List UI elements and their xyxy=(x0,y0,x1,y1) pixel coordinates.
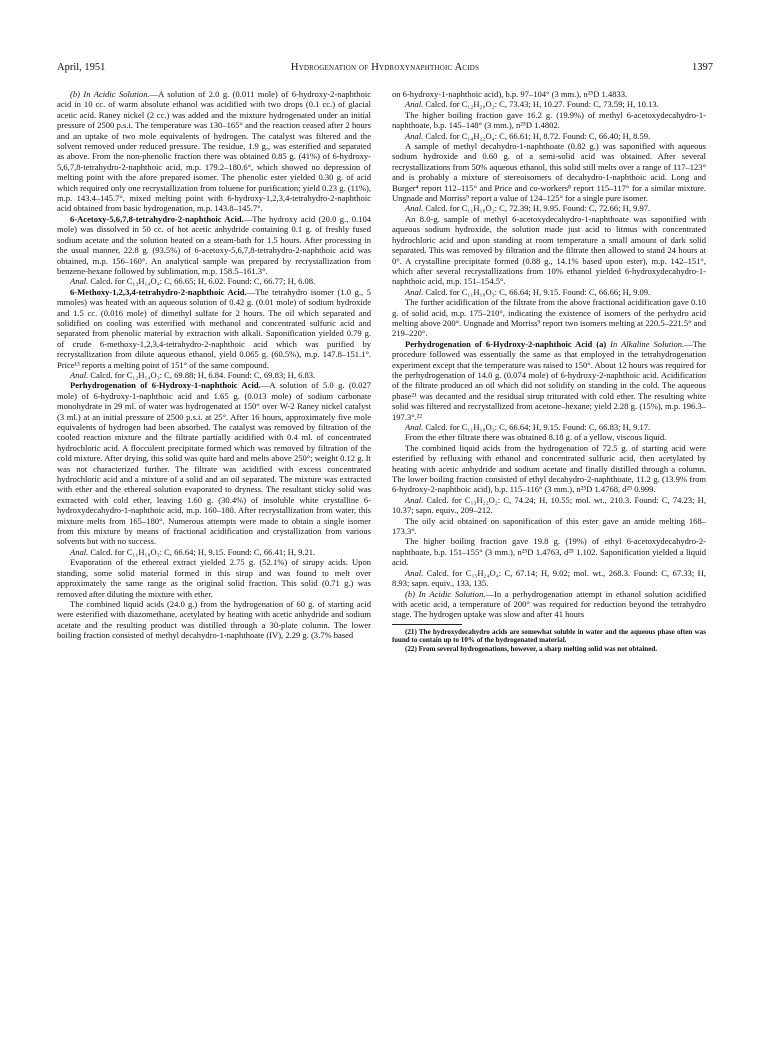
analysis-label: Anal. xyxy=(405,494,424,505)
paragraph-text: The oily acid obtained on saponification of this ester gave an amide melting 168–173.3°. xyxy=(392,515,706,537)
paragraph-text: From the ether filtrate there was obtained 8.18 g. of a yellow, viscous liquid. xyxy=(405,432,667,443)
paragraph-text: Evaporation of the ethereal extract yielded 2.75 g. (52.1%) of sirupy acids. Upon standing, some solid material formed in this sirup and was found to melt over approximately the same range as the original solid fraction. This solid (0.71 g.) was removed after diluting the mixture with ether. xyxy=(57,557,371,599)
analysis-label: Anal. xyxy=(70,276,89,287)
paragraph-text: The higher boiling fraction gave 19.8 g. (19%) of ethyl 6-acetoxydecahydro-2-naphthoate, b.p. 151–155° (3 mm.), n²⁵D 1.4763, d²⁵ 1.102. Saponification yielded a liquid acid. xyxy=(392,536,706,568)
paragraph-text: —In a perhydrogenation attempt in ethanol solution acidified with acetic acid, a temperature of 200° was required for reduction beyond the tetrahydro stage. The hydrogen uptake was slow and after 41 hours xyxy=(392,588,706,620)
section-heading: Perhydrogenation of 6-Hydroxy-2-naphthoic Acid (a) xyxy=(405,338,611,349)
paragraph-text: The higher boiling fraction gave 16.2 g. (19.9%) of methyl 6-acetoxydecahydro-1-naphthoate, b.p. 145–148° (3 mm.), n²⁵D 1.4802. xyxy=(392,109,706,131)
paragraph-text: The combined liquid acids from the hydrogenation of 72.5 g. of starting acid were esterified by refluxing with ethanol and concentrated sulfuric acid, then acetylated by heating with acetic anhydride and sodium acetate and finally distilled through a column. The lower boiling fraction consisted of ethyl decahydro-2-naphthoate, 11.2 g. (13.9% from 6-hydroxy-2-naphthoic acid), b.p. 115–116° (3 mm.), n²⁵D 1.4768, d²⁵ 0.999. xyxy=(392,442,706,495)
paragraph-text: An 8.0-g. sample of methyl 6-acetoxydecahydro-1-naphthoate was saponified with aqueous sodium hydroxide, the solution made just acid to litmus with concentrated hydrochloric acid and upon standing at room temperature a small amount of dark solid separated. This was removed by filtration and the filtrate then allowed to stand 24 hours at 0°. A crystalline precipitate formed (0.88 g., 14.1% based upon ester), m.p. 142–151°, which after several recrystallizations from 10% ethanol yielded 6-hydroxydecahydro-1-naphthoic acid, m.p. 151–154.5°. xyxy=(392,213,706,287)
paragraph xyxy=(392,589,706,620)
paragraph-text: —The tetrahydro isomer (1.0 g., 5 mmoles) was heated with an aqueous solution of 0.42 g. (0.01 mole) of sodium hydroxide and 1.5 cc. (0.016 mole) of dimethyl sulfate for 2 hours. The oil which separated and solidified on cooling was esterified with methanol and concentrated sulfuric acid and separated from phenolic material by extraction with alkali. Saponification yielded 0.79 g. of crude 6-methoxy-1,2,3,4-tetrahydro-2-naphthoic acid which was purified by recrystallization from dilute aqueous ethanol, yield 0.065 g. (60.5%), m.p. 147.8–151.1°. Price¹³ reports a melting point of 151° of the same compound. xyxy=(57,286,371,370)
section-heading: (b) In Acidic Solution. xyxy=(405,588,486,599)
paragraph-text: —The hydroxy acid (20.0 g., 0.104 mole) was dissolved in 50 cc. of hot acetic anhydride containing 0.1 g. of freshly fused sodium acetate and the solution heated on a steam-bath for 1.5 hours. After processing in the usual manner, 22.8 g. (93.5%) of 6-acetoxy-5,6,7,8-tetrahydro-2-naphthoic acid was obtained, m.p. 156–160°. An analytical sample was prepared by recrystallization from benzene-hexane followed by sublimation, m.p. 158.5–161.3°. xyxy=(57,213,371,276)
analysis-label: Anal. xyxy=(405,203,424,214)
analysis-label: Anal. xyxy=(405,130,424,141)
paragraph xyxy=(57,214,371,276)
left-column xyxy=(57,89,371,641)
footnote-rule xyxy=(392,624,462,625)
analysis-label: Anal. xyxy=(70,546,89,557)
paragraph-text: on 6-hydroxy-1-naphthoic acid), b.p. 97–104° (3 mm.), n²⁵D 1.4833. xyxy=(392,89,628,99)
paragraph xyxy=(392,297,706,339)
paragraph xyxy=(57,557,371,599)
analysis-label: Anal. xyxy=(405,567,424,578)
paragraph xyxy=(392,516,706,537)
paragraph xyxy=(392,131,706,141)
paragraph xyxy=(392,443,706,495)
paragraph-text: A sample of methyl decahydro-1-naphthoate (0.82 g.) was saponified with aqueous sodium hydroxide and 0.60 g. of a semi-solid acid was obtained. After several recrystallizations from 50% aqueous ethanol, this solid still melts over a range of 117–123° and is probably a mixture of stereoisomers of decahydro-1-naphthoic acid. Long and Burger⁴ report 112–115° and Price and co-workers⁸ report 115–117° for a similar mixture. Ungnade and Morriss⁹ report a value of 124–125° for a single pure isomer. xyxy=(392,141,706,204)
header-title: Hydrogenation of Hydroxynaphthoic Acids xyxy=(290,62,480,73)
paragraph xyxy=(57,547,371,557)
paragraph-text: Calcd. for C₁₃H₁₄O₄: C, 66.65; H, 6.02. Found: C, 66.77; H, 6.08. xyxy=(88,276,316,287)
paragraph-text: Calcd. for C₁₄H₂₂O₄: C, 66.61; H, 8.72. Found: C, 66.40; H, 8.59. xyxy=(423,130,651,141)
paragraph xyxy=(57,276,371,286)
paragraph-text: The combined liquid acids (24.0 g.) from the hydrogenation of 60 g. of starting acid were esterified with diazomethane, acetylated by heating with acetic anhydride and sodium acetate and the resulting product was distilled through a 30-plate column. The lower boiling fraction consisted of methyl decahydro-1-naphthoate (IV), 2.29 g. (3.7% based xyxy=(57,598,371,641)
paragraph-text: Calcd. for C₁₁H₁₈O₃: C, 66.64; H, 9.15. Found: C, 66.83; H, 9.17. xyxy=(423,422,651,432)
paragraph xyxy=(392,214,706,287)
paragraph xyxy=(57,89,371,214)
paragraph-text: The further acidification of the filtrate from the above fractional acidification gave 0.10 g. of solid acid, m.p. 175–210°, indicating the existence of isomers of the perhydro acid melting above 200°. Ungnade and Morriss⁹ report two isomers melting at 220.5–221.5° and 219–220°. xyxy=(392,297,706,339)
subsection-heading: In Alkaline Solution. xyxy=(610,338,685,349)
footnote: (22) From several hydrogenations, however, a sharp melting solid was not obtained. xyxy=(405,645,658,654)
footnotes xyxy=(392,628,706,654)
paragraph-text: —The procedure followed was essentially the same as that employed in the tetrahydrogenation experiment except that the temperature was raised to 150°. About 12 hours was required for the perhydrogenation of 14.0 g. (0.074 mole) of 6-hydroxy-2-naphthoic acid. Acidification of the filtrate produced an oil which did not solidify on standing in the cold. The aqueous phase²¹ was decanted and the residual sirup triturated with cold ether. The resulting white solid was filtered and recrystallized from acetone–hexane; yield 2.28 g. (15%), m.p. 196.3–197.3°.²² xyxy=(392,338,706,422)
paragraph xyxy=(392,422,706,432)
paragraph-text: Calcd. for C₁₂H₁₄O₃: C, 69.88; H, 6.84. Found: C, 69.83; H, 6.83. xyxy=(88,369,316,380)
analysis-label: Anal. xyxy=(405,422,424,432)
paragraph xyxy=(392,339,706,422)
analysis-label: Anal. xyxy=(405,286,424,297)
paragraph xyxy=(392,110,706,131)
page-number: 1397 xyxy=(692,62,713,73)
paragraph xyxy=(57,599,371,641)
right-column-body xyxy=(392,89,706,620)
paragraph xyxy=(57,380,371,547)
paragraph-text: Calcd. for C₁₁H₁₈O₃: C, 66.64; H, 9.15. Found: C, 66.66; H, 9.09. xyxy=(423,286,651,297)
paragraph xyxy=(392,287,706,297)
paragraph xyxy=(392,495,706,516)
analysis-label: Anal. xyxy=(70,369,89,380)
header-date: April, 1951 xyxy=(57,62,106,73)
section-heading: 6-Acetoxy-5,6,7,8-tetrahydro-2-naphthoic Acid. xyxy=(70,213,244,224)
paragraph-text: Calcd. for C₁₃H₂₂O₂: C, 74.24; H, 10.55; mol. wt., 210.3. Found: C, 74.23; H, 10.37; sapn. equiv., 209–212. xyxy=(392,494,706,516)
analysis-label: Anal. xyxy=(405,99,424,110)
paragraph-text: Calcd. for C₁₅H₂₄O₄: C, 67.14; H, 9.02; mol. wt., 268.3. Found: C, 67.33; H, 8.93; sapn. equiv., 133, 135. xyxy=(392,567,706,589)
paragraph xyxy=(392,432,706,442)
paragraph-text: —A solution of 5.0 g. (0.027 mole) of 6-hydroxy-1-naphthoic acid and 1.65 g. (0.013 mole) of sodium carbonate monohydrate in 29 ml. of water was hydrogenated at 150° over W-2 Raney nickel catalyst (3 ml.) at an initial pressure of 2500 p.s.i. at 25°. After 16 hours, approximately five mole equivalents of hydrogen had been absorbed. The catalyst was removed by filtration of the cooled reaction mixture and the filtrate partially acidified with 0.4 ml. of concentrated hydrochloric acid. A flocculent precipitate formed which was removed by filtration of the cold mixture. After drying, this solid was quite hard and melts above 250°; weight 0.12 g. It was not characterized further. The filtrate was acidified with excess concentrated hydrochloric acid and a mixture of a solid and an oil separated. The mixture was extracted with ether and the ethereal solution evaporated to dryness. The resultant sticky solid was extracted with cold ether, leaving 1.60 g. (30.4%) of insoluble white crystalline 6-hydroxydecahydro-1-naphthoic acid, m.p. 160–180. After recrystallization from water, this mixture melts from 165–180°. Numerous attempts were made to obtain a single isomer from this mixture by means of fractional acidification and crystallization from various solvents but with no success. xyxy=(57,380,371,547)
paragraph-text: Calcd. for C₁₂H₂₀O₂: C, 73.43; H, 10.27. Found: C, 73.59; H, 10.13. xyxy=(423,99,659,110)
paragraph-text: Calcd. for C₁₁H₁₈O₃: C, 66.64; H, 9.15. Found: C, 66.41; H, 9.21. xyxy=(88,546,316,557)
paragraph xyxy=(392,89,706,99)
right-column xyxy=(392,89,706,654)
section-heading: 6-Methoxy-1,2,3,4-tetrahydro-2-naphthoic Acid. xyxy=(70,286,247,297)
paragraph xyxy=(392,141,706,203)
paragraph-text: Calcd. for C₁₁H₁₈O₂: C, 72.39; H, 9.95. Found: C, 72.66; H, 9.97. xyxy=(423,203,651,214)
paragraph-text: —A solution of 2.0 g. (0.011 mole) of 6-hydroxy-2-naphthoic acid in 10 cc. of warm absolute ethanol was acidified with two drops (0.1 cc.) of glacial acetic acid. Raney nickel (2 cc.) was added and the mixture hydrogenated under an initial pressure of 2500 p.s.i. The temperature was 130–165° and the reaction ceased after 2 hours and an uptake of two mole equivalents of hydrogen. The catalyst was filtered and the solvent removed under reduced pressure. The residue, 1.9 g., was esterified and separated as above. From the non-phenolic fraction there was obtained 0.85 g. (41%) of 6-hydroxy-5,6,7,8-tetrahydro-2-naphthoic acid, m.p. 179.2–180.6°, which showed no depression of melting point with the afore prepared isomer. The phenolic ester yielded 0.30 g. of acid which required only one recrystallization from toluene for purification; yield 0.23 g. (11%), m.p. 143.4–145.7°, mixed melting point with 6-hydroxy-1,2,3,4-tetrahydro-2-naphthoic acid obtained from basic hydrogenation, m.p. 143.8–145.7°. xyxy=(57,89,371,214)
section-heading: Perhydrogenation of 6-Hydroxy-1-naphthoic Acid. xyxy=(70,380,261,391)
running-header xyxy=(57,62,713,76)
paragraph xyxy=(392,99,706,109)
section-heading: (b) In Acidic Solution. xyxy=(70,89,150,99)
paragraph xyxy=(57,370,371,380)
paragraph xyxy=(57,287,371,370)
footnote: (21) The hydroxydecahydro acids are somewhat soluble in water and the aqueous phase often was found to contain up to 10% of the hydrogenated material. xyxy=(392,627,706,645)
paragraph xyxy=(392,203,706,213)
paragraph xyxy=(392,536,706,567)
paragraph xyxy=(392,568,706,589)
